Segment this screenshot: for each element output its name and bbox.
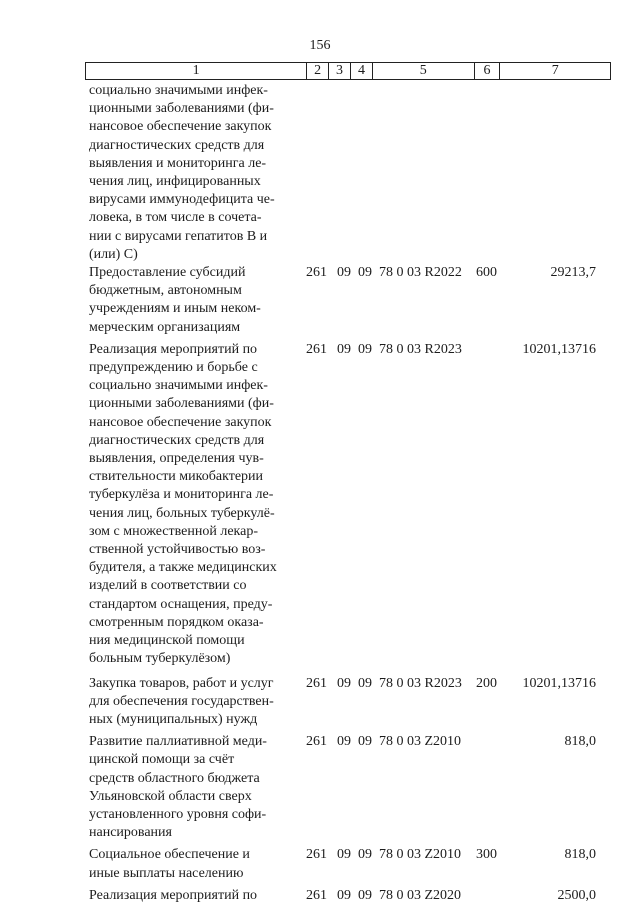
table-row bbox=[0, 341, 640, 669]
code-target-article: 78 0 03 Z2020 bbox=[379, 887, 462, 903]
row-description: Предоставление субсидий бюджетным, автономным учреждениям и иным неком- мерческим организациям bbox=[89, 265, 261, 335]
table-row bbox=[0, 264, 640, 337]
table-row bbox=[0, 82, 640, 264]
row-amount: 10201,13716 bbox=[522, 341, 596, 357]
row-description: Реализация мероприятий по bbox=[89, 887, 258, 903]
code-section: 09 bbox=[337, 265, 351, 281]
code-target-article: 78 0 03 Z2010 bbox=[379, 734, 462, 750]
code-grbs: 261 bbox=[306, 734, 327, 750]
header-col-4: 4 bbox=[351, 63, 373, 79]
code-subsection: 09 bbox=[358, 847, 372, 863]
code-target-article: 78 0 03 R2023 bbox=[379, 675, 462, 691]
row-amount: 2500,0 bbox=[557, 887, 596, 903]
row-description: Закупка товаров, работ и услуг для обеспечения государствен- ных (муниципальных) нужд bbox=[89, 675, 274, 727]
code-expense-type: 300 bbox=[476, 847, 497, 863]
code-section: 09 bbox=[337, 734, 351, 750]
header-col-5: 5 bbox=[373, 63, 475, 79]
row-description: социально значимыми инфек- ционными заболеваниями (фи- нансовое обеспечение закупок диагностических средств для выявления и мониторинга ле- чения лиц, инфицированных вирусами иммунодефицита че- ловека, в том числе в сочета- нии с вирусами гепатитов В и (или) С) bbox=[89, 83, 275, 262]
code-grbs: 261 bbox=[306, 265, 327, 281]
header-col-2: 2 bbox=[307, 63, 329, 79]
row-amount: 29213,7 bbox=[550, 265, 596, 281]
code-grbs: 261 bbox=[306, 675, 327, 691]
code-expense-type: 200 bbox=[476, 675, 497, 691]
table-row bbox=[0, 887, 640, 905]
code-section: 09 bbox=[337, 887, 351, 903]
header-col-3: 3 bbox=[329, 63, 351, 79]
row-amount: 10201,13716 bbox=[522, 675, 596, 691]
code-target-article: 78 0 03 Z2010 bbox=[379, 847, 462, 863]
table-row bbox=[0, 675, 640, 730]
code-subsection: 09 bbox=[358, 734, 372, 750]
table-header bbox=[85, 62, 611, 80]
table-body bbox=[0, 82, 640, 905]
header-col-7: 7 bbox=[551, 63, 559, 78]
header-col-6: 6 bbox=[475, 63, 501, 79]
row-amount: 818,0 bbox=[564, 847, 596, 863]
code-expense-type: 600 bbox=[476, 265, 497, 281]
table-row bbox=[0, 846, 640, 882]
code-subsection: 09 bbox=[358, 341, 372, 357]
code-target-article: 78 0 03 R2022 bbox=[379, 265, 462, 281]
code-grbs: 261 bbox=[306, 341, 327, 357]
code-grbs: 261 bbox=[306, 847, 327, 863]
code-subsection: 09 bbox=[358, 265, 372, 281]
table-row bbox=[0, 733, 640, 842]
row-description: Развитие паллиативной меди- цинской помощи за счёт средств областного бюджета Ульяновской области сверх установленного уровня софи- нансирования bbox=[89, 734, 267, 841]
header-col-1: 1 bbox=[86, 63, 307, 79]
code-target-article: 78 0 03 R2023 bbox=[379, 341, 462, 357]
code-section: 09 bbox=[337, 341, 351, 357]
code-subsection: 09 bbox=[358, 675, 372, 691]
code-subsection: 09 bbox=[358, 887, 372, 903]
page-number: 156 bbox=[309, 38, 331, 53]
row-description: Социальное обеспечение и иные выплаты населению bbox=[89, 847, 250, 881]
row-description: Реализация мероприятий по предупреждению и борьбе с социально значимыми инфек- ционными заболеваниями (фи- нансовое обеспечение закупок диагностических средств для выявления, определения чув- ствительности микобактерии туберкулёза и мониторинга ле- чения лиц, больных туберкулё- зом с множественной лекар- ственной устойчивостью воз- будителя, а также медицинских изделий в соответствии со стандартом оснащения, преду- смотренным порядком оказа- ния медицинской помощи больным туберкулёзом) bbox=[89, 341, 277, 667]
code-section: 09 bbox=[337, 675, 351, 691]
code-section: 09 bbox=[337, 847, 351, 863]
code-grbs: 261 bbox=[306, 887, 327, 903]
row-amount: 818,0 bbox=[564, 734, 596, 750]
